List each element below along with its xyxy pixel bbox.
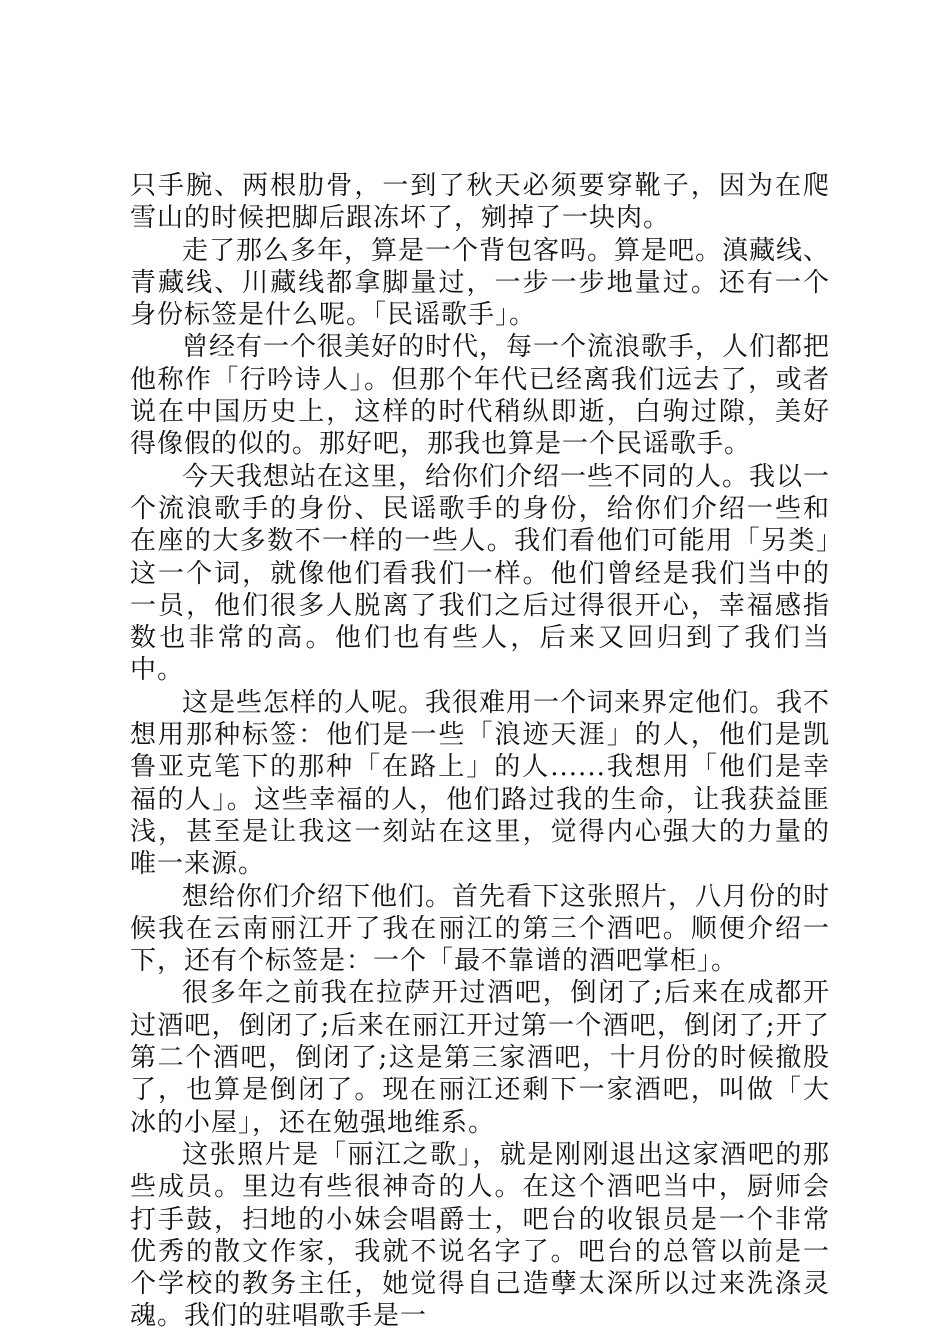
paragraph: 这是些怎样的人呢。我很难用一个词来界定他们。我不想用那种标签：他们是一些「浪迹天涯」的人，他们是凯鲁亚克笔下的那种「在路上」的人......我想用「他们是幸福的人」。这些幸福的人，他们路过我的生命，让我获益匪浅，甚至是让我这一刻站在这里，觉得内心强大的力量的唯一来源。 xyxy=(130,687,831,880)
paragraph: 曾经有一个很美好的时代，每一个流浪歌手，人们都把他称作「行吟诗人」。但那个年代已经离我们远去了，或者说在中国历史上，这样的时代稍纵即逝，白驹过隙，美好得像假的似的。那好吧，那我也算是一个民谣歌手。 xyxy=(130,332,831,460)
paragraph: 很多年之前我在拉萨开过酒吧，倒闭了;后来在成都开过酒吧，倒闭了;后来在丽江开过第一个酒吧，倒闭了;开了第二个酒吧，倒闭了;这是第三家酒吧，十月份的时候撤股了，也算是倒闭了。现在丽江还剩下一家酒吧，叫做「大冰的小屋」，还在勉强地维系。 xyxy=(130,978,830,1138)
body-text xyxy=(130,170,830,1333)
paragraph: 走了那么多年，算是一个背包客吗。算是吧。滇藏线、青藏线、川藏线都拿脚量过，一步一步地量过。还有一个身份标签是什么呢。「民谣歌手」。 xyxy=(130,235,831,331)
paragraph: 今天我想站在这里，给你们介绍一些不同的人。我以一个流浪歌手的身份、民谣歌手的身份，给你们介绍一些和在座的大多数不一样的一些人。我们看他们可能用「另类」这一个词，就像他们看我们一样。他们曾经是我们当中的一员，他们很多人脱离了我们之后过得很开心，幸福感指数也非常的高。他们也有些人，后来又回归到了我们当中。 xyxy=(130,461,831,686)
paragraph-continued: 只手腕、两根肋骨，一到了秋天必须要穿靴子，因为在爬雪山的时候把脚后跟冻坏了，剜掉了一块肉。 xyxy=(130,171,830,234)
paragraph: 想给你们介绍下他们。首先看下这张照片，八月份的时候我在云南丽江开了我在丽江的第三个酒吧。顺便介绍一下，还有个标签是：一个「最不靠谱的酒吧掌柜」。 xyxy=(130,881,831,977)
paragraph: 这张照片是「丽江之歌」，就是刚刚退出这家酒吧的那些成员。里边有些很神奇的人。在这个酒吧当中，厨师会打手鼓，扫地的小妹会唱爵士，吧台的收银员是一个非常优秀的散文作家，我就不说名字了。吧台的总管以前是一个学校的教务主任，她觉得自己造孽太深所以过来洗涤灵魂。我们的驻唱歌手是一 xyxy=(130,1139,830,1332)
